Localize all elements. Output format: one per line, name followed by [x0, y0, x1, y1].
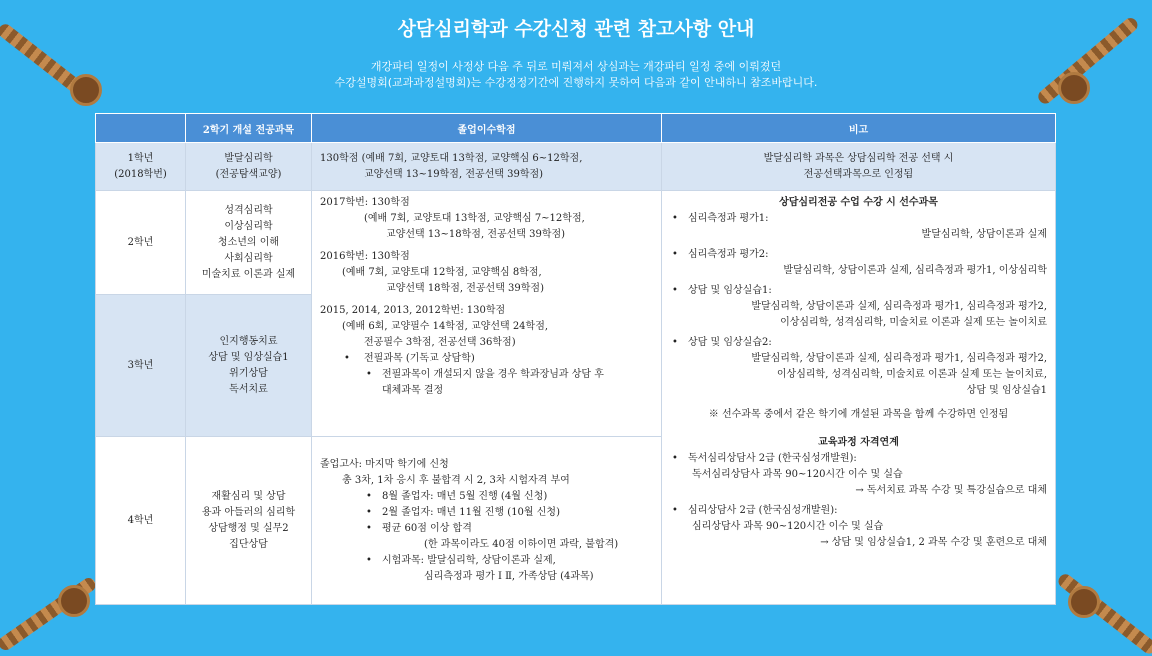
course-info-table — [95, 113, 1056, 605]
credits-cell-exam: 졸업고사: 마지막 학기에 신청 총 3차, 1차 응시 후 불합격 시 2, 3차 시험자격 부여 • 8월 졸업자: 매년 5월 진행 (4월 신청) • 2월 졸업자: 매년 11월 진행 (10월 신청) • 평균 60점 이상 합격 (한 과목이라도 40점 이하이면 과락, 불합격) • 시험과목: 발달심리학, 상담이론과 실제, 심리측정과 평가 Ⅰ Ⅱ, 가족상담 (4과목) — [312, 437, 662, 605]
table-row-year2 — [96, 191, 1056, 295]
prereq-item-1-label: • 심리측정과 평가1: — [670, 211, 1047, 227]
grade-cell-year1: 1학년 (2018학번) — [96, 143, 186, 191]
grade-cell-year4: 4학년 — [96, 437, 186, 605]
table-header-row — [96, 114, 1056, 143]
grade-cell-year2: 2학년 — [96, 191, 186, 295]
prereq-title: 상담심리전공 수업 수강 시 선수과목 — [779, 197, 938, 208]
cert-title: 교육과정 자격연계 — [818, 437, 899, 448]
header-credits: 졸업이수학점 — [312, 114, 662, 143]
header-courses: 2학기 개설 전공과목 — [186, 114, 312, 143]
page-title: 상담심리학과 수강신청 관련 참고사항 안내 — [397, 18, 755, 40]
bullet-substitute-course: • 전필과목이 개설되지 않을 경우 학과장님과 상담 후 — [364, 367, 653, 383]
rope-bottom-right — [1056, 571, 1152, 656]
header-notes: 비고 — [662, 114, 1056, 143]
courses-cell-year2: 성격심리학 이상심리학 청소년의 이해 사회심리학 미술치료 이론과 실제 — [186, 191, 312, 295]
bullet-required-course: • 전필과목 (기독교 상담학) — [342, 351, 653, 367]
exam-title: 졸업고사: 마지막 학기에 신청 — [320, 458, 449, 470]
note-cell-prereq: 상담심리전공 수업 수강 시 선수과목 • 심리측정과 평가1: 발달심리학, 상담이론과 실제 • 심리측정과 평가2: 발달심리학, 상담이론과 실제, 심리측정과 평가1, 이상심리학 • 상담 및 임상실습1: 발달심리학, 상담이론과 실제, 심리측정과 평가1, 심리측정과 평가2, 이상심리학, 성격심리학, 미술치료 이론과 실제 또는 놀이치료 • 상담 및 임상실습2: 발달심리학, 상담이론과 실제, 심리측정과 평가1, 심리측정과 평가2, 이상심리학, 성격심리학, 미술치료 이론과 실제 또는 놀이치료, 상담 및 임상실습1 ※ 선수과목 중에서 같은 학기에 개설된 과목을 함께 수강하면 인정됨 교육과정 자격연계 • 독서심리상담사 2급 (한국심성개발원): 독서심리상담사 과목 90~120시간 이수 및 실습 → 독서치료 과목 수강 및 특강실습으로 대체 • 심리상담사 2급 (한국심성개발원): 심리상담사 과목 90~120시간 이수 및 실습 → 상담 및 임상실습1, 2 과목 수강 및 훈련으로 대체 — [662, 191, 1056, 605]
courses-cell-year3: 인지행동치료 상담 및 임상실습1 위기상담 독서치료 — [186, 295, 312, 437]
rope-bottom-left — [0, 575, 98, 652]
prereq-footnote: ※ 선수과목 중에서 같은 학기에 개설된 과목을 함께 수강하면 인정됨 — [708, 409, 1009, 420]
rope-knot-bottom-left — [58, 585, 90, 617]
cert-a-label: • 독서심리상담사 2급 (한국심성개발원): — [670, 451, 1047, 467]
table-row-year1 — [96, 143, 1056, 191]
credits-cell-year1: 130학점 (예배 7회, 교양토대 13학점, 교양핵심 6~12학점, 교양선택 13~19학점, 전공선택 39학점) — [312, 143, 662, 191]
prereq-item-4-label: • 상담 및 임상실습2: — [670, 335, 1047, 351]
header-grade — [96, 114, 186, 143]
subtitle-line-2: 수강설명회(교과과정설명회)는 수강정정기간에 진행하지 못하여 다음과 같이 안내하니 참조바랍니다. — [334, 76, 818, 89]
cert-b-label: • 심리상담사 2급 (한국심성개발원): — [670, 503, 1047, 519]
prereq-item-3-label: • 상담 및 임상실습1: — [670, 283, 1047, 299]
credits-cell-year2-3: 2017학번: 130학점 (예배 7회, 교양토대 13학점, 교양핵심 7~12학점, 교양선택 13~18학점, 전공선택 39학점) 2016학번: 130학점 (예배 7회, 교양토대 12학점, 교양핵심 8학점, 교양선택 18학점, 전공선택 39학점) 2015, 2014, 2013, 2012학번: 130학점 (예배 6회, 교양필수 14학점, 교양선택 24학점, 전공필수 3학점, 전공선택 36학점) • 전필과목 (기독교 상담학) • 전필과목이 개설되지 않을 경우 학과장님과 상담 후 대체과목 결정 — [312, 191, 662, 437]
subtitle-line-1: 개강파티 일정이 사정상 다음 주 뒤로 미뤄져서 상심과는 개강파티 일정 중에 이뤄졌던 — [370, 60, 782, 73]
rope-knot-bottom-right — [1068, 586, 1100, 618]
courses-cell-year4: 재활심리 및 상담 용과 아들러의 심리학 상담행정 및 실무2 집단상담 — [186, 437, 312, 605]
note-cell-year1: 발달심리학 과목은 상담심리학 전공 선택 시 전공선택과목으로 인정됨 — [662, 143, 1056, 191]
grade-cell-year3: 3학년 — [96, 295, 186, 437]
courses-cell-year1: 발달심리학 (전공탐색교양) — [186, 143, 312, 191]
prereq-item-2-label: • 심리측정과 평가2: — [670, 247, 1047, 263]
